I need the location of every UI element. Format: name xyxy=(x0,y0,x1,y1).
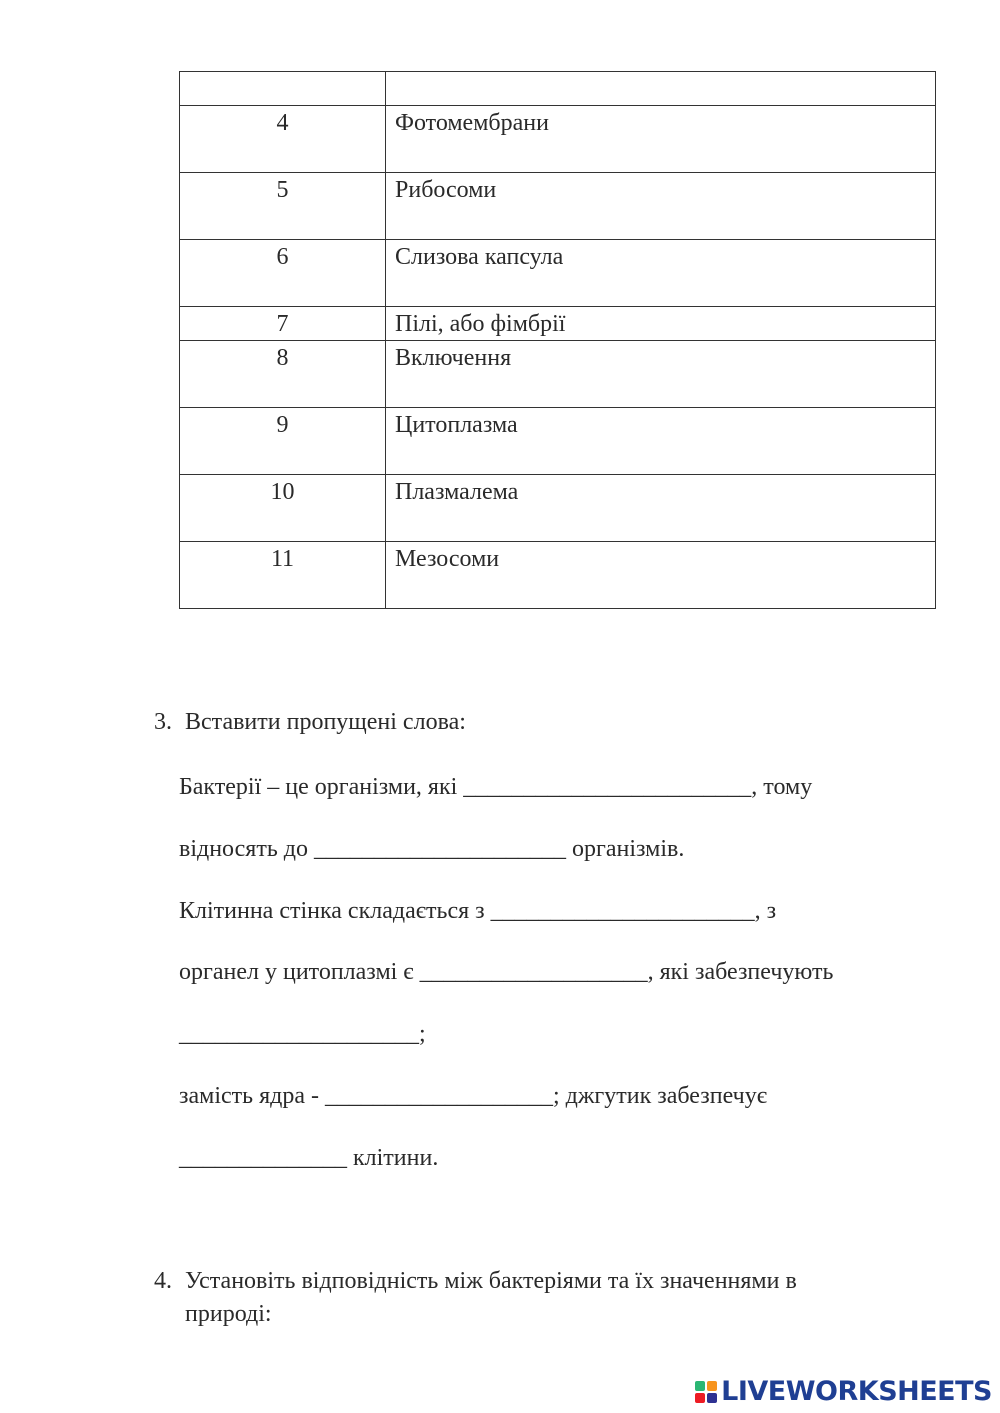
fill-in-line-4[interactable]: органел у цитоплазмі є ___________________, які забезпечують xyxy=(179,959,834,985)
table-row xyxy=(180,240,936,307)
row-number: 5 xyxy=(180,173,386,240)
table-row xyxy=(180,72,936,106)
row-number: 9 xyxy=(180,408,386,475)
cell-structure-table xyxy=(179,71,936,609)
task3-title: Вставити пропущені слова: xyxy=(185,709,466,735)
row-name: Включення xyxy=(386,341,936,408)
task4-title-line1: Установіть відповідність між бактеріями та їх значеннями в xyxy=(185,1268,797,1294)
fill-in-line-1[interactable]: Бактерії – це організми, які ________________________, тому xyxy=(179,774,813,800)
fill-in-line-2[interactable]: відносять до _____________________ організмів. xyxy=(179,836,685,862)
row-number xyxy=(180,72,386,106)
table-row xyxy=(180,106,936,173)
row-name: Плазмалема xyxy=(386,475,936,542)
logo-text: LIVEWORKSHEETS xyxy=(721,1376,992,1407)
task4-number: 4. xyxy=(154,1268,172,1294)
row-number: 6 xyxy=(180,240,386,307)
row-name: Цитоплазма xyxy=(386,408,936,475)
row-name: Слизова капсула xyxy=(386,240,936,307)
liveworksheets-logo xyxy=(695,1376,992,1407)
row-number: 4 xyxy=(180,106,386,173)
fill-in-line-5[interactable]: ____________________; xyxy=(179,1021,426,1047)
row-name: Мезосоми xyxy=(386,542,936,609)
row-name: Пілі, або фімбрії xyxy=(386,307,936,341)
row-name: Фотомембрани xyxy=(386,106,936,173)
task4-title-line2: природі: xyxy=(185,1301,272,1327)
task3-number: 3. xyxy=(154,709,172,735)
fill-in-line-3[interactable]: Клітинна стінка складається з ______________________, з xyxy=(179,898,777,924)
row-name: Рибосоми xyxy=(386,173,936,240)
row-number: 8 xyxy=(180,341,386,408)
row-name xyxy=(386,72,936,106)
row-number: 7 xyxy=(180,307,386,341)
table-row xyxy=(180,475,936,542)
fill-in-line-6[interactable]: замість ядра - ___________________; джгутик забезпечує xyxy=(179,1083,767,1109)
table-row xyxy=(180,542,936,609)
row-number: 10 xyxy=(180,475,386,542)
table-row xyxy=(180,173,936,240)
logo-squares-icon xyxy=(695,1381,717,1403)
table-row xyxy=(180,307,936,341)
table-row xyxy=(180,408,936,475)
row-number: 11 xyxy=(180,542,386,609)
table-row xyxy=(180,341,936,408)
fill-in-line-7[interactable]: ______________ клітини. xyxy=(179,1145,439,1171)
